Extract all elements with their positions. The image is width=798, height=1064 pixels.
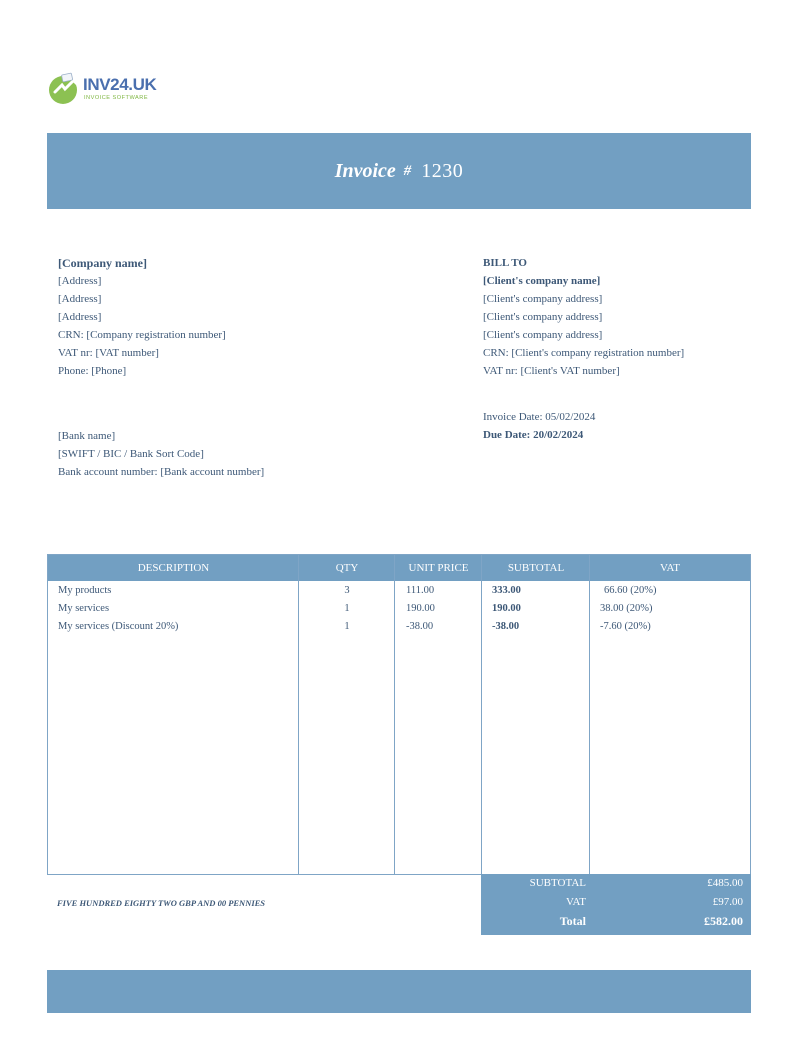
totals-box <box>481 874 751 935</box>
total-label: Total <box>559 914 586 928</box>
subtotal-label: SUBTOTAL <box>529 877 586 889</box>
bill-to-details <box>483 254 684 380</box>
client-address-line: [Client's company address] <box>483 293 603 305</box>
logo-arrow-icon <box>47 72 81 106</box>
bank-swift: [SWIFT / BIC / Bank Sort Code] <box>58 448 204 460</box>
company-address-line: [Address] <box>58 275 102 287</box>
invoice-title: Invoice <box>334 159 396 182</box>
company-details <box>58 254 226 380</box>
row-description: My services (Discount 20%) <box>58 621 179 632</box>
client-address-line: [Client's company address] <box>483 311 603 323</box>
company-name: [Company name] <box>58 256 147 270</box>
line-items-table <box>47 554 751 875</box>
footer-band <box>47 970 751 1013</box>
row-description: My services <box>58 603 110 614</box>
row-qty: 1 <box>344 603 350 614</box>
bank-account: Bank account number: [Bank account number] <box>58 466 265 478</box>
logo-subtitle: INVOICE SOFTWARE <box>84 95 149 101</box>
row-description: My products <box>58 585 112 596</box>
invoice-date: Invoice Date: 05/02/2024 <box>483 411 596 423</box>
client-vat: VAT nr: [Client's VAT number] <box>483 365 620 377</box>
invoice-hash: # <box>403 162 412 179</box>
table-row <box>48 582 750 600</box>
column-header-vat: VAT <box>660 562 680 574</box>
row-unit-price: 190.00 <box>406 603 435 614</box>
total-row <box>481 912 751 931</box>
due-date: Due Date: 20/02/2024 <box>483 429 584 441</box>
subtotal-value: £485.00 <box>707 877 743 889</box>
client-address-line: [Client's company address] <box>483 329 603 341</box>
table-header <box>48 555 750 581</box>
invoice-number: 1230 <box>421 159 464 182</box>
column-header-description: DESCRIPTION <box>137 562 210 574</box>
table-row <box>48 600 750 618</box>
row-qty: 3 <box>344 585 350 596</box>
company-address-line: [Address] <box>58 311 102 323</box>
row-unit-price: -38.00 <box>406 621 434 632</box>
company-address-line: [Address] <box>58 293 102 305</box>
amount-in-words: FIVE HUNDRED EIGHTY TWO GBP AND 00 PENNIES <box>57 898 266 908</box>
subtotal-row <box>481 874 751 893</box>
company-crn: CRN: [Company registration number] <box>58 329 226 341</box>
logo-name: INV24.UK <box>83 75 157 94</box>
company-logo <box>47 70 157 108</box>
column-header-unit-price: UNIT PRICE <box>408 562 469 574</box>
invoice-header-band <box>47 133 751 209</box>
row-vat: -7.60 (20%) <box>600 621 651 632</box>
invoice-dates <box>483 408 595 444</box>
vat-value: £97.00 <box>712 896 743 908</box>
row-vat: 38.00 (20%) <box>600 603 653 614</box>
vat-row <box>481 893 751 912</box>
bank-details <box>58 427 264 481</box>
column-header-qty: QTY <box>335 562 359 574</box>
table-row <box>48 618 750 636</box>
row-subtotal: 190.00 <box>492 603 521 614</box>
client-company-name: [Client's company name] <box>483 275 601 287</box>
vat-label: VAT <box>566 896 586 908</box>
client-crn: CRN: [Client's company registration number] <box>483 347 685 359</box>
bank-name: [Bank name] <box>58 430 116 442</box>
row-subtotal: 333.00 <box>492 585 521 596</box>
row-subtotal: -38.00 <box>492 621 520 632</box>
column-header-subtotal: SUBTOTAL <box>507 562 565 574</box>
row-qty: 1 <box>344 621 350 632</box>
company-vat: VAT nr: [VAT number] <box>58 347 159 359</box>
company-phone: Phone: [Phone] <box>58 365 127 377</box>
row-vat: 66.60 (20%) <box>604 585 657 596</box>
total-value: £582.00 <box>704 914 743 928</box>
row-unit-price: 111.00 <box>406 585 435 596</box>
bill-to-heading: BILL TO <box>483 257 527 269</box>
